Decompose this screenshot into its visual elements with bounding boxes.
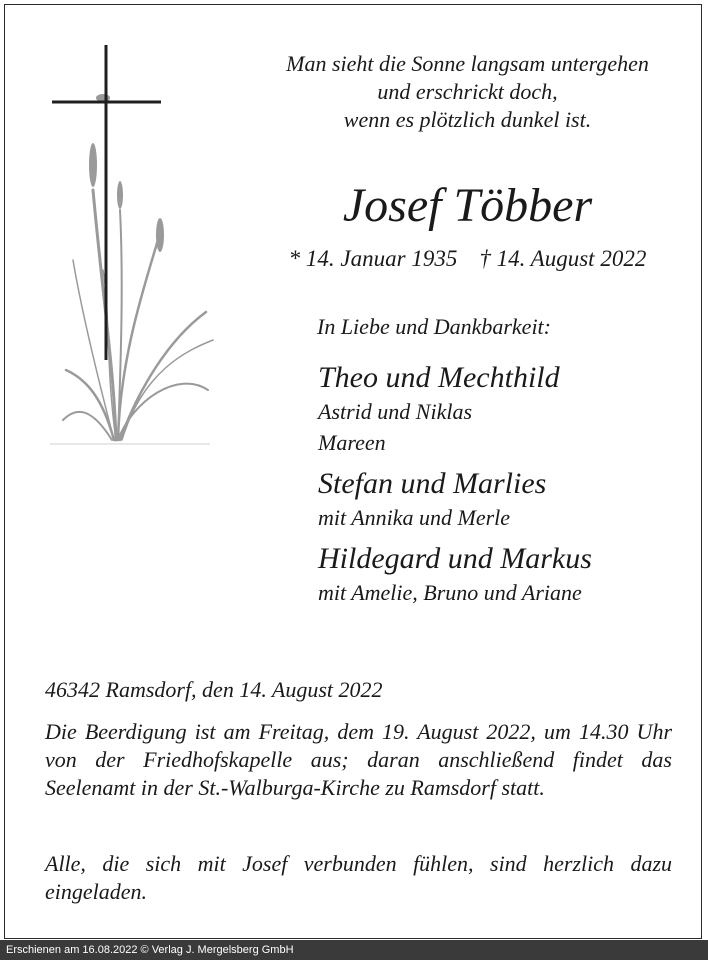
memorial-quote bbox=[255, 50, 680, 134]
publication-footer: Erschienen am 16.08.2022 © Verlag J. Mergelsberg GmbH bbox=[0, 940, 708, 960]
family-member-line: Astrid und Niklas bbox=[318, 399, 473, 424]
cross-with-reeds-icon bbox=[48, 40, 218, 450]
family-head: Hildegard und Markus bbox=[318, 542, 592, 575]
deceased-name: Josef Többer bbox=[342, 179, 593, 232]
family-member-line: mit Amelie, Bruno und Ariane bbox=[318, 580, 582, 605]
family-head: Theo und Mechthild bbox=[318, 361, 560, 394]
dedication-line: In Liebe und Dankbarkeit: bbox=[317, 314, 551, 339]
life-dates bbox=[255, 244, 680, 274]
quote-line-2: und erschrickt doch, bbox=[377, 79, 558, 104]
funeral-details: Die Beerdigung ist am Freitag, dem 19. August 2022, um 14.30 Uhr von der Friedhofskapelle aus; daran anschließend findet das Seelenamt in der St.-Walburga-Kirche zu Ramsdorf statt. bbox=[45, 719, 672, 800]
family-group bbox=[318, 360, 592, 458]
family-group bbox=[318, 541, 592, 608]
invitation-text: Alle, die sich mit Josef verbunden fühlen, sind herzlich dazu eingeladen. bbox=[45, 851, 672, 904]
death-date: † 14. August 2022 bbox=[479, 246, 647, 271]
family-group bbox=[318, 466, 592, 533]
mourners-list bbox=[318, 360, 592, 616]
quote-line-1: Man sieht die Sonne langsam untergehen bbox=[286, 51, 649, 76]
birth-date: * 14. Januar 1935 bbox=[288, 246, 458, 271]
place-and-date: 46342 Ramsdorf, den 14. August 2022 bbox=[45, 677, 383, 702]
family-member-line: Mareen bbox=[318, 430, 386, 455]
family-member-line: mit Annika und Merle bbox=[318, 505, 511, 530]
family-head: Stefan und Marlies bbox=[318, 467, 547, 500]
quote-line-3: wenn es plötzlich dunkel ist. bbox=[343, 107, 592, 132]
